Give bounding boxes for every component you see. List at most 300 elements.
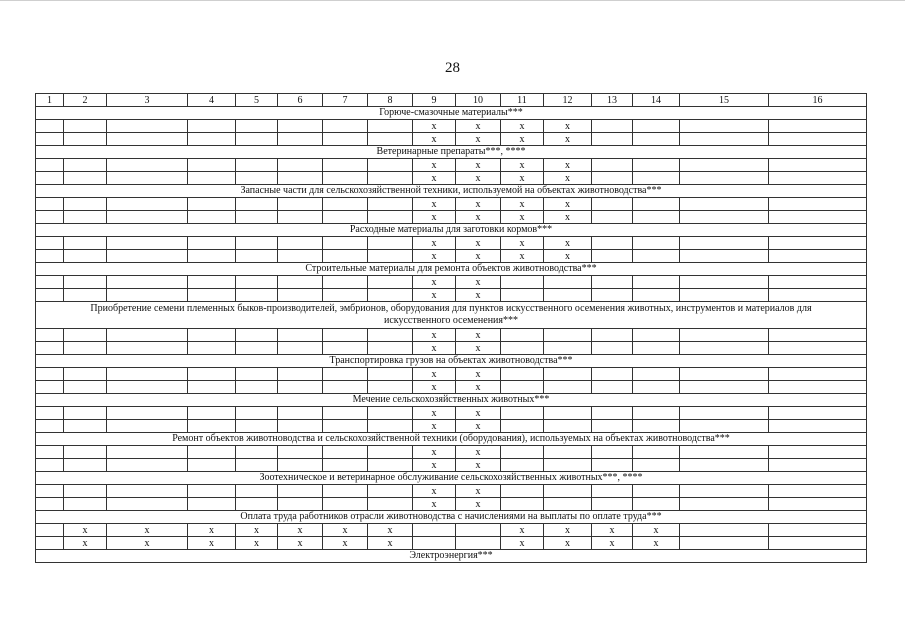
table-cell: x (456, 498, 501, 511)
table-cell (592, 407, 633, 420)
table-row (36, 524, 867, 537)
table-cell (769, 381, 867, 394)
table-cell: x (64, 524, 107, 537)
table-cell (107, 237, 188, 250)
table-cell (107, 133, 188, 146)
table-cell (501, 381, 544, 394)
table-cell (544, 420, 592, 433)
table-cell (36, 459, 64, 472)
table-cell (368, 368, 413, 381)
table-cell (592, 381, 633, 394)
table-cell (236, 485, 278, 498)
table-cell (278, 407, 323, 420)
table-cell (107, 198, 188, 211)
table-cell (64, 133, 107, 146)
table-cell (107, 381, 188, 394)
table-cell: x (501, 159, 544, 172)
table-cell (368, 289, 413, 302)
table-cell (64, 368, 107, 381)
column-header: 10 (456, 94, 501, 107)
table-cell (368, 381, 413, 394)
table-cell (188, 381, 236, 394)
table-cell (64, 381, 107, 394)
table-cell (680, 446, 769, 459)
table-cell: x (413, 459, 456, 472)
table-cell (544, 459, 592, 472)
table-cell (36, 381, 64, 394)
table-cell: x (501, 198, 544, 211)
table-cell: x (544, 120, 592, 133)
table-cell (36, 537, 64, 550)
table-cell (36, 276, 64, 289)
column-header: 2 (64, 94, 107, 107)
table-cell (323, 498, 368, 511)
table-cell (368, 211, 413, 224)
table-cell: x (413, 133, 456, 146)
table-cell (769, 368, 867, 381)
table-cell (278, 485, 323, 498)
table-cell (769, 498, 867, 511)
table-cell (368, 250, 413, 263)
section-title: Ветеринарные препараты***, **** (36, 146, 867, 159)
table-cell (188, 342, 236, 355)
table-cell (769, 485, 867, 498)
section-title: Мечение сельскохозяйственных животных*** (36, 394, 867, 407)
table-row (36, 342, 867, 355)
table-cell (323, 407, 368, 420)
table-cell (680, 211, 769, 224)
section-title-row (36, 224, 867, 237)
table-cell (107, 211, 188, 224)
table-cell (36, 407, 64, 420)
table-cell (36, 368, 64, 381)
table-cell (36, 198, 64, 211)
table-cell: x (633, 537, 680, 550)
table-cell (64, 498, 107, 511)
table-cell: x (544, 159, 592, 172)
table-cell: x (501, 537, 544, 550)
table-cell (592, 250, 633, 263)
table-cell (64, 172, 107, 185)
table-cell (592, 329, 633, 342)
table-cell (278, 159, 323, 172)
table-cell (64, 211, 107, 224)
table-row (36, 198, 867, 211)
table-cell (323, 342, 368, 355)
table-cell (368, 446, 413, 459)
table-cell (236, 420, 278, 433)
table-cell (680, 407, 769, 420)
section-title: Оплата труда работников отрасли животноводства с начислениями на выплаты по оплате труда*** (36, 511, 867, 524)
table-cell (368, 498, 413, 511)
table-body (36, 94, 867, 563)
column-header: 15 (680, 94, 769, 107)
section-title: Расходные материалы для заготовки кормов*** (36, 224, 867, 237)
table-cell (278, 198, 323, 211)
table-cell (107, 498, 188, 511)
table-cell (633, 329, 680, 342)
section-title: Транспортировка грузов на объектах животноводства*** (36, 355, 867, 368)
table-cell (501, 498, 544, 511)
table-cell (236, 342, 278, 355)
table-cell (236, 133, 278, 146)
section-title-row (36, 146, 867, 159)
table-cell (633, 368, 680, 381)
table-cell (592, 289, 633, 302)
table-cell (633, 211, 680, 224)
table-cell: x (413, 172, 456, 185)
section-title-row (36, 185, 867, 198)
table-cell (236, 172, 278, 185)
table-cell: x (456, 329, 501, 342)
table-cell (36, 289, 64, 302)
table-cell (188, 172, 236, 185)
table-cell (368, 198, 413, 211)
table-cell (236, 237, 278, 250)
table-cell (36, 446, 64, 459)
table-cell (188, 446, 236, 459)
section-title: Запасные части для сельскохозяйственной техники, используемой на объектах животноводства*** (36, 185, 867, 198)
table-cell (188, 211, 236, 224)
table-cell: x (544, 524, 592, 537)
table-cell (107, 329, 188, 342)
table-cell (592, 485, 633, 498)
table-cell (633, 198, 680, 211)
column-header: 1 (36, 94, 64, 107)
table-cell (368, 120, 413, 133)
table-cell (633, 276, 680, 289)
table-cell: x (456, 250, 501, 263)
table-cell (592, 237, 633, 250)
table-cell: x (544, 198, 592, 211)
table-cell (236, 381, 278, 394)
table-cell: x (456, 459, 501, 472)
table-cell: x (592, 524, 633, 537)
table-cell (278, 172, 323, 185)
table-cell: x (413, 289, 456, 302)
table-cell: x (456, 159, 501, 172)
table-cell (107, 342, 188, 355)
table-cell (278, 342, 323, 355)
table-cell (236, 329, 278, 342)
table-row (36, 485, 867, 498)
table-cell: x (501, 237, 544, 250)
table-cell: x (413, 485, 456, 498)
table-cell (64, 289, 107, 302)
table-cell (107, 420, 188, 433)
table-cell (680, 381, 769, 394)
table-cell (769, 459, 867, 472)
table-cell (680, 198, 769, 211)
table-cell (680, 537, 769, 550)
table-row (36, 211, 867, 224)
table-cell (769, 172, 867, 185)
table-cell (592, 133, 633, 146)
table-cell (323, 329, 368, 342)
table-cell: x (456, 407, 501, 420)
table-row (36, 446, 867, 459)
table-cell (64, 342, 107, 355)
table-cell: x (456, 420, 501, 433)
table-cell (107, 407, 188, 420)
table-cell: x (368, 524, 413, 537)
table-cell (323, 237, 368, 250)
table-cell: x (413, 329, 456, 342)
table-cell (36, 342, 64, 355)
table-cell: x (501, 250, 544, 263)
table-row (36, 329, 867, 342)
table-cell (64, 276, 107, 289)
table-cell (236, 276, 278, 289)
column-header: 6 (278, 94, 323, 107)
section-title: Строительные материалы для ремонта объектов животноводства*** (36, 263, 867, 276)
table-cell (188, 368, 236, 381)
table-cell (188, 420, 236, 433)
table-cell (368, 133, 413, 146)
table-cell (323, 276, 368, 289)
table-cell: x (413, 198, 456, 211)
table-cell (278, 329, 323, 342)
table-cell (368, 485, 413, 498)
table-cell (36, 120, 64, 133)
table-cell (278, 446, 323, 459)
table-row (36, 250, 867, 263)
table-cell (236, 459, 278, 472)
table-cell (278, 459, 323, 472)
table-row (36, 172, 867, 185)
column-header: 14 (633, 94, 680, 107)
table-cell (633, 250, 680, 263)
table-cell (633, 289, 680, 302)
table-cell: x (413, 446, 456, 459)
table-cell (769, 198, 867, 211)
table-cell (544, 498, 592, 511)
table-cell (188, 250, 236, 263)
table-cell (188, 485, 236, 498)
table-cell (36, 211, 64, 224)
table-cell (323, 289, 368, 302)
table-cell (107, 159, 188, 172)
table-cell: x (501, 172, 544, 185)
section-title-row (36, 511, 867, 524)
table-cell: x (236, 524, 278, 537)
table-cell (236, 407, 278, 420)
table-cell (36, 420, 64, 433)
table-cell (501, 342, 544, 355)
column-header: 16 (769, 94, 867, 107)
table-cell (633, 159, 680, 172)
table-cell (501, 329, 544, 342)
table-row (36, 537, 867, 550)
table-cell (278, 420, 323, 433)
section-title-row (36, 263, 867, 276)
table-cell (633, 172, 680, 185)
table-cell (323, 120, 368, 133)
table-cell (680, 159, 769, 172)
section-title-row (36, 302, 867, 329)
table-cell (236, 498, 278, 511)
table-cell (544, 446, 592, 459)
table-cell (680, 368, 769, 381)
table-cell (680, 237, 769, 250)
table-cell (36, 250, 64, 263)
table-cell (769, 159, 867, 172)
table-cell (188, 329, 236, 342)
table-cell (413, 537, 456, 550)
table-cell (323, 172, 368, 185)
table-cell (680, 342, 769, 355)
table-cell (64, 237, 107, 250)
table-cell (236, 289, 278, 302)
table-cell: x (544, 211, 592, 224)
table-cell (107, 459, 188, 472)
table-cell (107, 276, 188, 289)
table-cell (236, 446, 278, 459)
section-title: Ремонт объектов животноводства и сельскохозяйственной техники (оборудования), используемых на объектах животноводства*** (36, 433, 867, 446)
table-cell: x (544, 172, 592, 185)
table-cell (592, 198, 633, 211)
table-cell (368, 342, 413, 355)
table-cell (456, 524, 501, 537)
table-cell (544, 329, 592, 342)
table-cell (64, 120, 107, 133)
table-cell (633, 485, 680, 498)
table-cell: x (544, 537, 592, 550)
table-row (36, 368, 867, 381)
column-header: 3 (107, 94, 188, 107)
table-cell (107, 368, 188, 381)
table-cell: x (413, 407, 456, 420)
table-cell (368, 420, 413, 433)
table-cell (188, 133, 236, 146)
top-border-line (0, 0, 905, 1)
table-cell (188, 120, 236, 133)
table-cell (278, 237, 323, 250)
table-cell (278, 211, 323, 224)
table-cell: x (501, 211, 544, 224)
column-header: 11 (501, 94, 544, 107)
table-cell (368, 237, 413, 250)
table-cell (64, 459, 107, 472)
table-cell (544, 381, 592, 394)
table-cell (680, 485, 769, 498)
table-cell (769, 537, 867, 550)
table-row (36, 237, 867, 250)
table-cell: x (456, 172, 501, 185)
table-cell (680, 289, 769, 302)
table-cell (236, 198, 278, 211)
table-cell: x (413, 420, 456, 433)
table-cell (323, 211, 368, 224)
table-cell: x (368, 537, 413, 550)
table-cell (368, 276, 413, 289)
table-row (36, 407, 867, 420)
section-title-row (36, 550, 867, 563)
table-cell (501, 420, 544, 433)
table-cell: x (456, 381, 501, 394)
table-row (36, 133, 867, 146)
table-cell (592, 211, 633, 224)
section-title-row (36, 394, 867, 407)
table-cell (107, 120, 188, 133)
table-cell (633, 342, 680, 355)
table-cell (680, 459, 769, 472)
table-cell: x (456, 120, 501, 133)
table-cell (592, 368, 633, 381)
table-cell (64, 485, 107, 498)
table-cell: x (544, 250, 592, 263)
table-cell: x (456, 276, 501, 289)
table-cell: x (278, 537, 323, 550)
table-cell (592, 276, 633, 289)
table-cell (64, 329, 107, 342)
table-cell (633, 420, 680, 433)
table-cell: x (323, 537, 368, 550)
table-cell (188, 159, 236, 172)
table-row (36, 381, 867, 394)
section-title: Горюче-смазочные материалы*** (36, 107, 867, 120)
table-cell (323, 133, 368, 146)
table-cell: x (456, 342, 501, 355)
table-cell (769, 211, 867, 224)
table-row (36, 289, 867, 302)
table-cell (64, 420, 107, 433)
table-cell (107, 172, 188, 185)
table-cell: x (456, 289, 501, 302)
table-cell (592, 120, 633, 133)
table-cell: x (413, 368, 456, 381)
table-cell (236, 250, 278, 263)
table-cell (36, 485, 64, 498)
section-title: Электроэнергия*** (36, 550, 867, 563)
table-cell (544, 289, 592, 302)
table-cell (769, 420, 867, 433)
table-cell (64, 446, 107, 459)
table-cell (278, 381, 323, 394)
table-cell (633, 237, 680, 250)
table-row (36, 276, 867, 289)
table-cell (592, 459, 633, 472)
table-cell: x (456, 198, 501, 211)
table-cell (680, 524, 769, 537)
table-cell: x (501, 133, 544, 146)
table-cell (680, 250, 769, 263)
table-cell (633, 381, 680, 394)
table-cell (368, 329, 413, 342)
table-cell (64, 198, 107, 211)
table-cell: x (456, 368, 501, 381)
table-cell: x (456, 485, 501, 498)
table-cell (501, 368, 544, 381)
table-cell (64, 407, 107, 420)
table-cell (36, 329, 64, 342)
table-cell (592, 446, 633, 459)
table-cell: x (456, 237, 501, 250)
table-cell (633, 407, 680, 420)
table-cell (278, 276, 323, 289)
table-cell: x (544, 133, 592, 146)
table-cell: x (456, 133, 501, 146)
section-title: Приобретение семени племенных быков-производителей, эмбрионов, оборудования для пунктов искусственного осеменения животных, инструментов и материалов для искусственного осеменения*** (36, 302, 867, 329)
table-cell (544, 368, 592, 381)
table-cell (36, 172, 64, 185)
table-cell: x (413, 342, 456, 355)
table-cell: x (413, 237, 456, 250)
table-cell (188, 289, 236, 302)
table-cell (278, 120, 323, 133)
table-cell (769, 524, 867, 537)
table-cell (680, 172, 769, 185)
